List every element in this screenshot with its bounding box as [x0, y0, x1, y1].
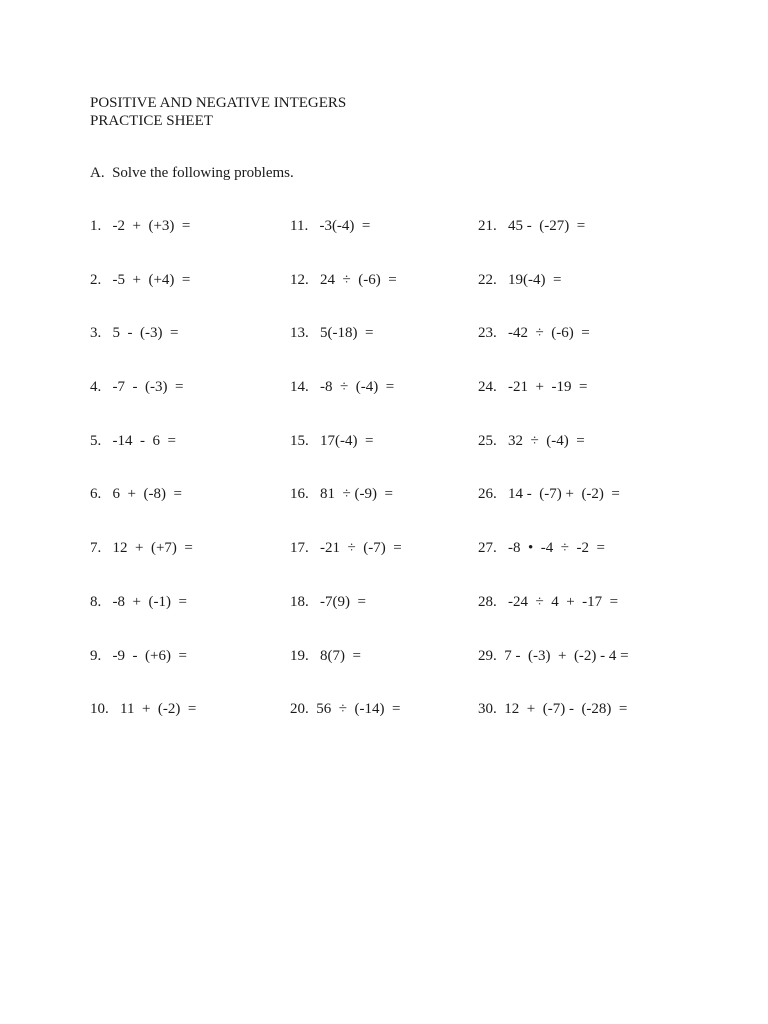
problem-11: 11. -3(-4) =	[290, 218, 371, 234]
problem-8: 8. -8 + (-1) =	[90, 593, 187, 610]
problem-21: 21. 45 - (-27) =	[478, 218, 586, 234]
problem-6: 6. 6 + (-8) =	[90, 486, 182, 503]
problem-4: 4. -7 - (-3) =	[90, 379, 184, 396]
problem-3: 3. 5 - (-3) =	[90, 325, 179, 342]
problem-30: 30. 12 + (-7) - (-28) =	[478, 701, 628, 718]
worksheet-title	[90, 94, 346, 130]
problem-25: 25. 32 ÷ (-4) =	[478, 432, 585, 449]
problem-15: 15. 17(-4) =	[290, 432, 374, 449]
problem-20: 20. 56 ÷ (-14) =	[290, 701, 401, 718]
problem-18: 18. -7(9) =	[290, 593, 366, 610]
problem-28: 28. -24 ÷ 4 + -17 =	[478, 593, 619, 610]
problem-2: 2. -5 + (+4) =	[90, 271, 191, 288]
problem-24: 24. -21 + -19 =	[478, 379, 588, 396]
problem-23: 23. -42 ÷ (-6) =	[478, 325, 590, 342]
problem-29: 29. 7 - (-3) + (-2) - 4 =	[478, 647, 629, 664]
title-line-1: POSITIVE AND NEGATIVE INTEGERS	[90, 95, 347, 111]
problem-27: 27. -8 • -4 ÷ -2 =	[478, 540, 605, 557]
problem-16: 16. 81 ÷ (-9) =	[290, 486, 393, 503]
problem-19: 19. 8(7) =	[290, 647, 361, 664]
problem-column-3	[478, 216, 629, 753]
problem-5: 5. -14 - 6 =	[90, 432, 176, 449]
problem-1: 1. -2 + (+3) =	[90, 218, 191, 234]
problem-13: 13. 5(-18) =	[290, 325, 374, 342]
problem-14: 14. -8 ÷ (-4) =	[290, 379, 395, 396]
title-line-2: PRACTICE SHEET	[90, 113, 213, 129]
section-instruction: A. Solve the following problems.	[90, 165, 294, 181]
problem-26: 26. 14 - (-7) + (-2) =	[478, 486, 620, 503]
problem-column-1	[90, 216, 196, 753]
problem-12: 12. 24 ÷ (-6) =	[290, 271, 397, 288]
problem-7: 7. 12 + (+7) =	[90, 540, 193, 557]
problem-column-2	[290, 216, 402, 753]
problem-17: 17. -21 ÷ (-7) =	[290, 540, 402, 557]
problem-9: 9. -9 - (+6) =	[90, 647, 187, 664]
problem-10: 10. 11 + (-2) =	[90, 701, 197, 718]
problem-22: 22. 19(-4) =	[478, 271, 562, 288]
